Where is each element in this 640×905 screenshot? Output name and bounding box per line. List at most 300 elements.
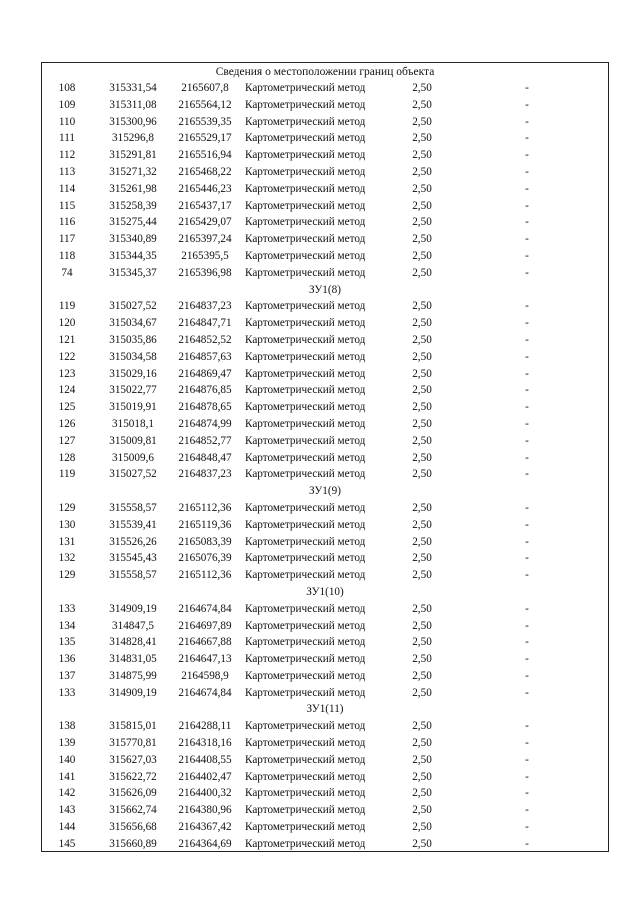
method: Картометрический метод xyxy=(245,552,366,565)
y-coordinate: 2164364,69 xyxy=(178,837,232,850)
accuracy: 2,50 xyxy=(412,720,432,733)
x-coordinate: 315019,91 xyxy=(109,401,157,414)
table-row xyxy=(42,80,608,97)
description: - xyxy=(525,401,529,414)
point-number: 136 xyxy=(58,653,76,666)
x-coordinate: 315526,26 xyxy=(109,535,157,548)
y-coordinate: 2164667,88 xyxy=(178,636,232,649)
y-coordinate: 2165083,39 xyxy=(178,535,232,548)
y-coordinate: 2164847,71 xyxy=(178,317,232,330)
point-number: 112 xyxy=(58,149,76,162)
point-number: 121 xyxy=(58,333,76,346)
accuracy: 2,50 xyxy=(412,468,432,481)
description: - xyxy=(525,199,529,212)
point-number: 111 xyxy=(59,132,75,145)
table-row xyxy=(42,97,608,114)
y-coordinate: 2165076,39 xyxy=(178,552,232,565)
y-coordinate: 2165539,35 xyxy=(178,115,232,128)
x-coordinate: 315261,98 xyxy=(109,182,157,195)
accuracy: 2,50 xyxy=(412,165,432,178)
description: - xyxy=(525,233,529,246)
table-row xyxy=(42,534,608,551)
point-number: 130 xyxy=(58,518,76,531)
y-coordinate: 2165396,98 xyxy=(178,266,232,279)
y-coordinate: 2165468,22 xyxy=(178,165,232,178)
table-row xyxy=(42,769,608,786)
method: Картометрический метод xyxy=(245,384,366,397)
accuracy: 2,50 xyxy=(412,451,432,464)
table-row xyxy=(42,248,608,265)
description: - xyxy=(525,451,529,464)
x-coordinate: 315258,39 xyxy=(109,199,157,212)
x-coordinate: 315627,03 xyxy=(109,753,157,766)
table-row xyxy=(42,198,608,215)
y-coordinate: 2164288,11 xyxy=(178,720,232,733)
method: Картометрический метод xyxy=(245,451,366,464)
table-row xyxy=(42,450,608,467)
description: - xyxy=(525,468,529,481)
accuracy: 2,50 xyxy=(412,132,432,145)
point-number: 132 xyxy=(58,552,76,565)
y-coordinate: 2164674,84 xyxy=(178,686,232,699)
description: - xyxy=(525,821,529,834)
accuracy: 2,50 xyxy=(412,753,432,766)
x-coordinate: 315022,77 xyxy=(109,384,157,397)
description: - xyxy=(525,367,529,380)
description: - xyxy=(525,804,529,817)
point-number: 133 xyxy=(58,686,76,699)
point-number: 144 xyxy=(58,821,76,834)
y-coordinate: 2164874,99 xyxy=(178,417,232,430)
x-coordinate: 315009,81 xyxy=(109,434,157,447)
point-number: 139 xyxy=(58,737,76,750)
x-coordinate: 314875,99 xyxy=(109,669,157,682)
accuracy: 2,50 xyxy=(412,821,432,834)
y-coordinate: 2165437,17 xyxy=(178,199,232,212)
point-number: 141 xyxy=(58,770,76,783)
description: - xyxy=(525,552,529,565)
point-number: 116 xyxy=(58,216,76,229)
x-coordinate: 314909,19 xyxy=(109,686,157,699)
method: Картометрический метод xyxy=(245,619,366,632)
y-coordinate: 2164869,47 xyxy=(178,367,232,380)
method: Картометрический метод xyxy=(245,350,366,363)
accuracy: 2,50 xyxy=(412,787,432,800)
description: - xyxy=(525,720,529,733)
point-number: 119 xyxy=(58,300,76,313)
description: - xyxy=(525,149,529,162)
table-row xyxy=(42,231,608,248)
table-row xyxy=(42,265,608,282)
accuracy: 2,50 xyxy=(412,82,432,94)
table-row xyxy=(42,315,608,332)
point-number: 124 xyxy=(58,384,76,397)
method: Картометрический метод xyxy=(245,82,366,94)
x-coordinate: 315291,81 xyxy=(109,149,157,162)
method: Картометрический метод xyxy=(245,518,366,531)
description: - xyxy=(525,686,529,699)
description: - xyxy=(525,753,529,766)
accuracy: 2,50 xyxy=(412,636,432,649)
y-coordinate: 2165397,24 xyxy=(178,233,232,246)
x-coordinate: 315344,35 xyxy=(109,249,157,262)
table-row xyxy=(42,517,608,534)
y-coordinate: 2165516,94 xyxy=(178,149,232,162)
y-coordinate: 2165112,36 xyxy=(178,501,232,514)
method: Картометрический метод xyxy=(245,821,366,834)
description: - xyxy=(525,636,529,649)
point-number: 118 xyxy=(58,249,76,262)
method: Картометрический метод xyxy=(245,669,366,682)
description: - xyxy=(525,266,529,279)
accuracy: 2,50 xyxy=(412,518,432,531)
method: Картометрический метод xyxy=(245,367,366,380)
x-coordinate: 315545,43 xyxy=(109,552,157,565)
table-row xyxy=(42,634,608,651)
section-label: ЗУ1(10) xyxy=(306,585,344,598)
point-number: 131 xyxy=(58,535,76,548)
accuracy: 2,50 xyxy=(412,149,432,162)
accuracy: 2,50 xyxy=(412,804,432,817)
point-number: 123 xyxy=(58,367,76,380)
method: Картометрический метод xyxy=(245,266,366,279)
method: Картометрический метод xyxy=(245,636,366,649)
accuracy: 2,50 xyxy=(412,770,432,783)
table-row xyxy=(42,718,608,735)
x-coordinate: 315345,37 xyxy=(109,266,157,279)
point-number: 128 xyxy=(58,451,76,464)
x-coordinate: 315770,81 xyxy=(109,737,157,750)
method: Картометрический метод xyxy=(245,686,366,699)
table-row xyxy=(42,416,608,433)
accuracy: 2,50 xyxy=(412,417,432,430)
table-row xyxy=(42,601,608,618)
accuracy: 2,50 xyxy=(412,552,432,565)
y-coordinate: 2165112,36 xyxy=(178,569,232,582)
accuracy: 2,50 xyxy=(412,535,432,548)
table-title: Сведения о местоположении границ объекта xyxy=(215,66,435,78)
method: Картометрический метод xyxy=(245,770,366,783)
accuracy: 2,50 xyxy=(412,602,432,615)
description: - xyxy=(525,182,529,195)
point-number: 140 xyxy=(58,753,76,766)
x-coordinate: 315558,57 xyxy=(109,569,157,582)
method: Картометрический метод xyxy=(245,434,366,447)
x-coordinate: 315035,86 xyxy=(109,333,157,346)
x-coordinate: 315815,01 xyxy=(109,720,157,733)
x-coordinate: 315558,57 xyxy=(109,501,157,514)
description: - xyxy=(525,434,529,447)
y-coordinate: 2164408,55 xyxy=(178,753,232,766)
y-coordinate: 2165119,36 xyxy=(178,518,232,531)
accuracy: 2,50 xyxy=(412,434,432,447)
y-coordinate: 2164367,42 xyxy=(178,821,232,834)
point-number: 108 xyxy=(58,82,76,94)
x-coordinate: 315027,52 xyxy=(109,300,157,313)
table-row xyxy=(42,399,608,416)
point-number: 110 xyxy=(58,115,76,128)
x-coordinate: 315660,89 xyxy=(109,837,157,850)
table-row xyxy=(42,181,608,198)
point-number: 145 xyxy=(58,837,76,850)
table-row xyxy=(42,114,608,131)
method: Картометрический метод xyxy=(245,737,366,750)
y-coordinate: 2164852,52 xyxy=(178,333,232,346)
point-number: 120 xyxy=(58,317,76,330)
y-coordinate: 2164697,89 xyxy=(178,619,232,632)
accuracy: 2,50 xyxy=(412,669,432,682)
description: - xyxy=(525,535,529,548)
accuracy: 2,50 xyxy=(412,384,432,397)
x-coordinate: 315275,44 xyxy=(109,216,157,229)
description: - xyxy=(525,602,529,615)
method: Картометрический метод xyxy=(245,233,366,246)
description: - xyxy=(525,249,529,262)
x-coordinate: 315027,52 xyxy=(109,468,157,481)
y-coordinate: 2164837,23 xyxy=(178,468,232,481)
table-row xyxy=(42,500,608,517)
method: Картометрический метод xyxy=(245,249,366,262)
method: Картометрический метод xyxy=(245,199,366,212)
description: - xyxy=(525,317,529,330)
accuracy: 2,50 xyxy=(412,653,432,666)
description: - xyxy=(525,501,529,514)
method: Картометрический метод xyxy=(245,401,366,414)
table-row xyxy=(42,685,608,702)
boundary-table xyxy=(41,62,609,852)
y-coordinate: 2164380,96 xyxy=(178,804,232,817)
accuracy: 2,50 xyxy=(412,300,432,313)
y-coordinate: 2164852,77 xyxy=(178,434,232,447)
method: Картометрический метод xyxy=(245,417,366,430)
description: - xyxy=(525,619,529,632)
accuracy: 2,50 xyxy=(412,501,432,514)
y-coordinate: 2164848,47 xyxy=(178,451,232,464)
x-coordinate: 315271,32 xyxy=(109,165,157,178)
x-coordinate: 314828,41 xyxy=(109,636,157,649)
table-row xyxy=(42,836,608,853)
method: Картометрический метод xyxy=(245,720,366,733)
point-number: 115 xyxy=(58,199,76,212)
method: Картометрический метод xyxy=(245,300,366,313)
description: - xyxy=(525,165,529,178)
y-coordinate: 2165607,8 xyxy=(181,82,229,94)
point-number: 126 xyxy=(58,417,76,430)
method: Картометрический метод xyxy=(245,804,366,817)
y-coordinate: 2164837,23 xyxy=(178,300,232,313)
table-row xyxy=(42,349,608,366)
table-body xyxy=(42,80,608,853)
y-coordinate: 2165529,17 xyxy=(178,132,232,145)
method: Картометрический метод xyxy=(245,165,366,178)
accuracy: 2,50 xyxy=(412,266,432,279)
description: - xyxy=(525,569,529,582)
x-coordinate: 315300,96 xyxy=(109,115,157,128)
y-coordinate: 2164400,32 xyxy=(178,787,232,800)
x-coordinate: 315009,6 xyxy=(112,451,154,464)
x-coordinate: 315662,74 xyxy=(109,804,157,817)
description: - xyxy=(525,350,529,363)
accuracy: 2,50 xyxy=(412,350,432,363)
method: Картометрический метод xyxy=(245,837,366,850)
accuracy: 2,50 xyxy=(412,98,432,111)
method: Картометрический метод xyxy=(245,182,366,195)
section-label: ЗУ1(9) xyxy=(309,485,341,498)
y-coordinate: 2164674,84 xyxy=(178,602,232,615)
method: Картометрический метод xyxy=(245,317,366,330)
accuracy: 2,50 xyxy=(412,367,432,380)
table-row xyxy=(42,130,608,147)
accuracy: 2,50 xyxy=(412,199,432,212)
method: Картометрический метод xyxy=(245,132,366,145)
point-number: 109 xyxy=(58,98,76,111)
point-number: 114 xyxy=(58,182,76,195)
accuracy: 2,50 xyxy=(412,569,432,582)
point-number: 134 xyxy=(58,619,76,632)
table-row xyxy=(42,214,608,231)
method: Картометрический метод xyxy=(245,216,366,229)
x-coordinate: 315626,09 xyxy=(109,787,157,800)
accuracy: 2,50 xyxy=(412,115,432,128)
method: Картометрический метод xyxy=(245,753,366,766)
table-row xyxy=(42,164,608,181)
y-coordinate: 2164878,65 xyxy=(178,401,232,414)
table-row xyxy=(42,298,608,315)
table-row xyxy=(42,567,608,584)
point-number: 125 xyxy=(58,401,76,414)
x-coordinate: 315331,54 xyxy=(109,82,157,94)
x-coordinate: 315029,16 xyxy=(109,367,157,380)
table-row xyxy=(42,752,608,769)
table-row xyxy=(42,332,608,349)
table-row xyxy=(42,819,608,836)
method: Картометрический метод xyxy=(245,535,366,548)
point-number: 127 xyxy=(58,434,76,447)
y-coordinate: 2164876,85 xyxy=(178,384,232,397)
x-coordinate: 315311,08 xyxy=(109,98,157,111)
x-coordinate: 315034,67 xyxy=(109,317,157,330)
y-coordinate: 2165429,07 xyxy=(178,216,232,229)
table-row xyxy=(42,147,608,164)
accuracy: 2,50 xyxy=(412,737,432,750)
accuracy: 2,50 xyxy=(412,216,432,229)
point-number: 129 xyxy=(58,501,76,514)
description: - xyxy=(525,770,529,783)
table-row xyxy=(42,466,608,483)
method: Картометрический метод xyxy=(245,333,366,346)
accuracy: 2,50 xyxy=(412,249,432,262)
x-coordinate: 315018,1 xyxy=(112,417,154,430)
point-number: 117 xyxy=(58,233,76,246)
description: - xyxy=(525,333,529,346)
method: Картометрический метод xyxy=(245,787,366,800)
point-number: 133 xyxy=(58,602,76,615)
table-row xyxy=(42,382,608,399)
point-number: 122 xyxy=(58,350,76,363)
method: Картометрический метод xyxy=(245,98,366,111)
accuracy: 2,50 xyxy=(412,837,432,850)
accuracy: 2,50 xyxy=(412,401,432,414)
point-number: 113 xyxy=(58,165,76,178)
accuracy: 2,50 xyxy=(412,619,432,632)
section-label: ЗУ1(11) xyxy=(306,703,344,716)
y-coordinate: 2164402,47 xyxy=(178,770,232,783)
point-number: 119 xyxy=(58,468,76,481)
method: Картометрический метод xyxy=(245,569,366,582)
description: - xyxy=(525,216,529,229)
section-label: ЗУ1(8) xyxy=(309,283,341,296)
description: - xyxy=(525,737,529,750)
point-number: 143 xyxy=(58,804,76,817)
table-row xyxy=(42,668,608,685)
accuracy: 2,50 xyxy=(412,686,432,699)
description: - xyxy=(525,300,529,313)
table-row xyxy=(42,651,608,668)
table-row xyxy=(42,735,608,752)
x-coordinate: 314909,19 xyxy=(109,602,157,615)
description: - xyxy=(525,518,529,531)
x-coordinate: 315296,8 xyxy=(112,132,154,145)
y-coordinate: 2164598,9 xyxy=(181,669,229,682)
table-row xyxy=(42,618,608,635)
description: - xyxy=(525,115,529,128)
point-number: 129 xyxy=(58,569,76,582)
description: - xyxy=(525,98,529,111)
accuracy: 2,50 xyxy=(412,182,432,195)
x-coordinate: 315340,89 xyxy=(109,233,157,246)
point-number: 135 xyxy=(58,636,76,649)
table-row xyxy=(42,550,608,567)
table-row xyxy=(42,802,608,819)
description: - xyxy=(525,787,529,800)
description: - xyxy=(525,669,529,682)
point-number: 137 xyxy=(58,669,76,682)
method: Картометрический метод xyxy=(245,501,366,514)
description: - xyxy=(525,384,529,397)
description: - xyxy=(525,132,529,145)
x-coordinate: 314847,5 xyxy=(112,619,154,632)
accuracy: 2,50 xyxy=(412,333,432,346)
point-number: 142 xyxy=(58,787,76,800)
accuracy: 2,50 xyxy=(412,233,432,246)
table-row xyxy=(42,785,608,802)
table-row xyxy=(42,366,608,383)
method: Картометрический метод xyxy=(245,468,366,481)
method: Картометрический метод xyxy=(245,149,366,162)
y-coordinate: 2165395,5 xyxy=(181,249,229,262)
x-coordinate: 315034,58 xyxy=(109,350,157,363)
point-number: 74 xyxy=(61,266,73,279)
x-coordinate: 314831,05 xyxy=(109,653,157,666)
y-coordinate: 2165446,23 xyxy=(178,182,232,195)
point-number: 138 xyxy=(58,720,76,733)
y-coordinate: 2164647,13 xyxy=(178,653,232,666)
description: - xyxy=(525,82,529,94)
y-coordinate: 2165564,12 xyxy=(178,98,232,111)
method: Картометрический метод xyxy=(245,653,366,666)
description: - xyxy=(525,417,529,430)
y-coordinate: 2164318,16 xyxy=(178,737,232,750)
description: - xyxy=(525,837,529,850)
x-coordinate: 315656,68 xyxy=(109,821,157,834)
method: Картометрический метод xyxy=(245,115,366,128)
x-coordinate: 315539,41 xyxy=(109,518,157,531)
accuracy: 2,50 xyxy=(412,317,432,330)
method: Картометрический метод xyxy=(245,602,366,615)
table-row xyxy=(42,433,608,450)
description: - xyxy=(525,653,529,666)
x-coordinate: 315622,72 xyxy=(109,770,157,783)
